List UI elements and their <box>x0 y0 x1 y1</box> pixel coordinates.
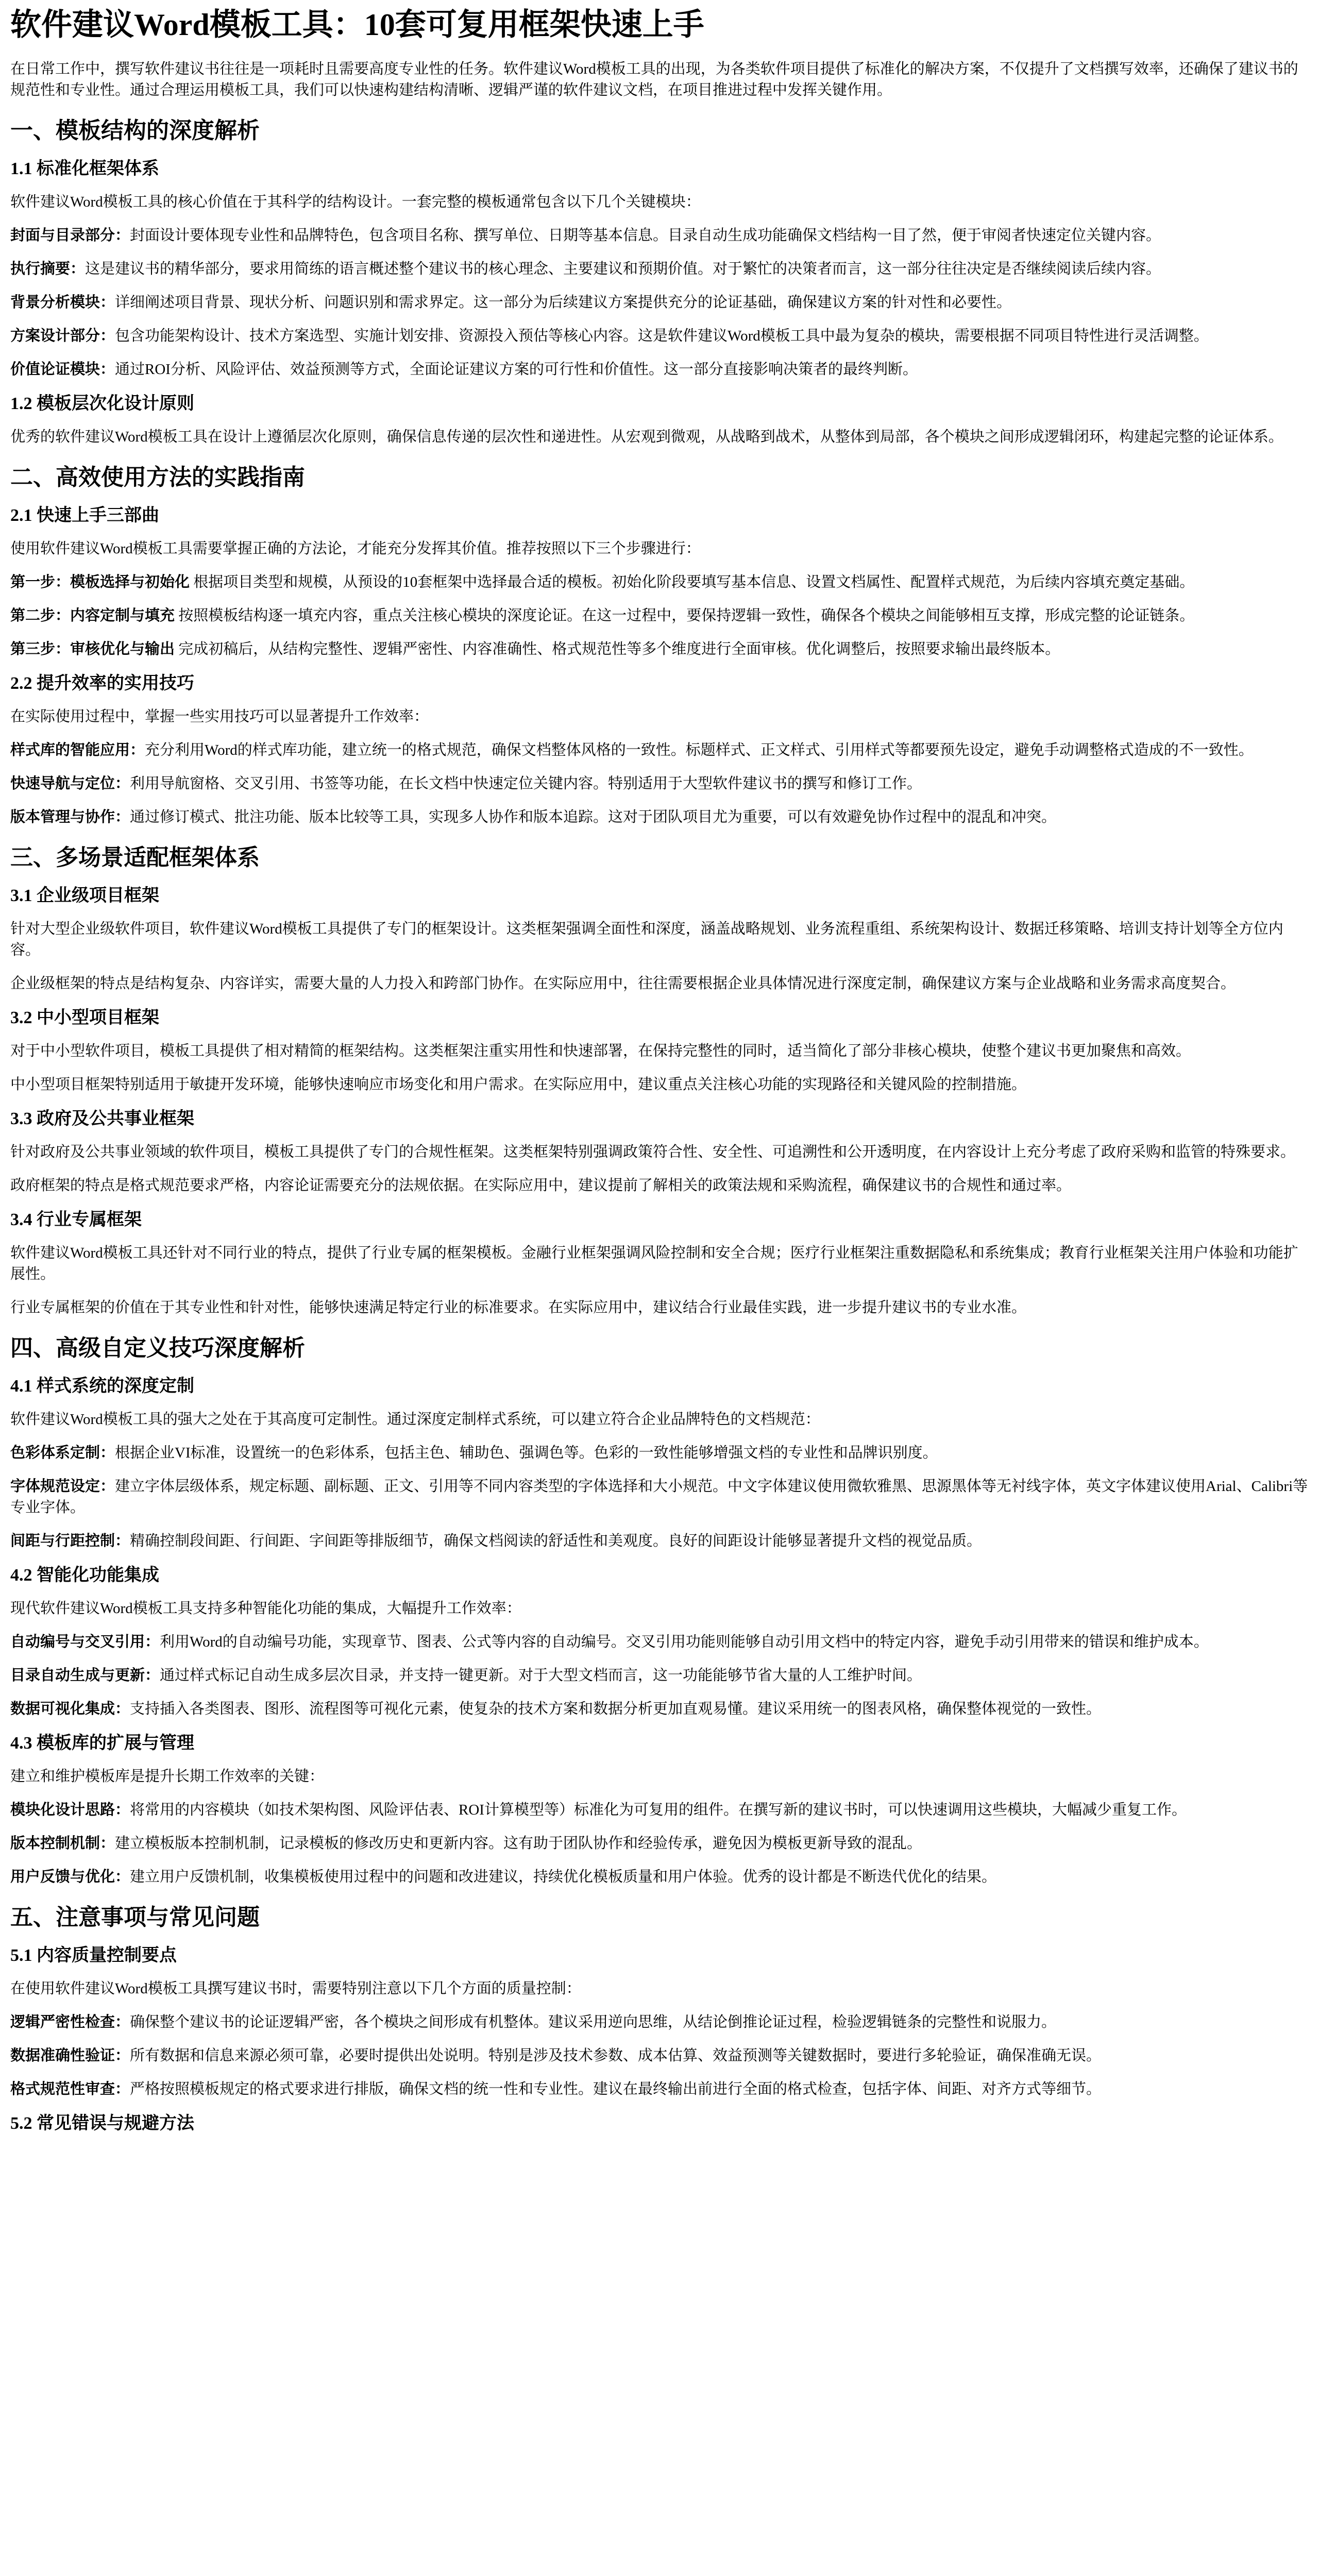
paragraph-text: 完成初稿后，从结构完整性、逻辑严密性、内容准确性、格式规范性等多个维度进行全面审核。优化调整后，按照要求输出最终版本。 <box>175 641 1060 657</box>
paragraph: 优秀的软件建议Word模板工具在设计上遵循层次化原则，确保信息传递的层次性和递进性。从宏观到微观，从战略到战术，从整体到局部，各个模块之间形成逻辑闭环，构建起完整的论证体系。 <box>10 429 1283 445</box>
section-heading: 四、高级自定义技巧深度解析 <box>10 1335 305 1361</box>
paragraph: 在使用软件建议Word模板工具撰写建议书时，需要特别注意以下几个方面的质量控制： <box>10 1980 581 1997</box>
paragraph-text: 精确控制段间距、行间距、字间距等排版细节，确保文档阅读的舒适性和美观度。良好的间距设计能够显著提升文档的视觉品质。 <box>130 1533 982 1549</box>
paragraph-text: 按照模板结构逐一填充内容，重点关注核心模块的深度论证。在这一过程中，要保持逻辑一致性，确保各个模块之间能够相互支撑，形成完整的论证链条。 <box>175 607 1195 624</box>
paragraph: 软件建议Word模板工具的核心价值在于其科学的结构设计。一套完整的模板通常包含以下几个关键模块： <box>10 194 701 210</box>
paragraph <box>10 292 1309 313</box>
subsection-heading: 4.3 模板库的扩展与管理 <box>10 1734 194 1753</box>
paragraph-label: 封面与目录部分： <box>10 227 130 244</box>
paragraph-text: 建立模板版本控制机制，记录模板的修改历史和更新内容。这有助于团队协作和经验传承，避免因为模板更新导致的混乱。 <box>115 1835 922 1852</box>
paragraph-label: 执行摘要： <box>10 261 86 277</box>
section-heading: 二、高效使用方法的实践指南 <box>10 465 305 490</box>
paragraph <box>10 2079 1309 2100</box>
subsection-heading: 3.2 中小型项目框架 <box>10 1008 159 1027</box>
subsection-heading: 5.1 内容质量控制要点 <box>10 1946 177 1965</box>
paragraph-label: 第一步：模板选择与初始化 <box>10 574 190 590</box>
paragraph <box>10 259 1309 280</box>
paragraph: 建立和维护模板库是提升长期工作效率的关键： <box>10 1768 325 1785</box>
subsection-heading: 4.2 智能化功能集成 <box>10 1566 159 1585</box>
paragraph: 针对政府及公共事业领域的软件项目，模板工具提供了专门的合规性框架。这类框架特别强调政策符合性、安全性、可追溯性和公开透明度，在内容设计上充分考虑了政府采购和监管的特殊要求。 <box>10 1144 1296 1160</box>
paragraph <box>10 2012 1309 2033</box>
paragraph <box>10 1443 1309 1464</box>
section-heading: 五、注意事项与常见问题 <box>10 1905 260 1930</box>
paragraph <box>10 225 1309 246</box>
paragraph-text: 严格按照模板规定的格式要求进行排版，确保文档的统一性和专业性。建议在最终输出前进行全面的格式检查，包括字体、间距、对齐方式等细节。 <box>130 2081 1102 2097</box>
page-title: 软件建议Word模板工具：10套可复用框架快速上手 <box>10 8 704 42</box>
section-heading: 一、模板结构的深度解析 <box>10 118 260 143</box>
paragraph <box>10 1476 1309 1518</box>
paragraph-text: 确保整个建议书的论证逻辑严密，各个模块之间形成有机整体。建议采用逆向思维，从结论倒推论证过程，检验逻辑链条的完整性和说服力。 <box>130 2014 1057 2030</box>
paragraph-label: 数据可视化集成： <box>10 1701 130 1717</box>
subsection-heading: 2.2 提升效率的实用技巧 <box>10 674 194 693</box>
paragraph-text: 包含功能架构设计、技术方案选型、实施计划安排、资源投入预估等核心内容。这是软件建议Word模板工具中最为复杂的模块，需要根据不同项目特性进行灵活调整。 <box>115 328 1209 344</box>
paragraph: 对于中小型软件项目，模板工具提供了相对精简的框架结构。这类框架注重实用性和快速部署，在保持完整性的同时，适当简化了部分非核心模块，使整个建议书更加聚焦和高效。 <box>10 1043 1191 1059</box>
paragraph-text: 建立字体层级体系，规定标题、副标题、正文、引用等不同内容类型的字体选择和大小规范。中文字体建议使用微软雅黑、思源黑体等无衬线字体，英文字体建议使用Arial、Calibri等专业字体。 <box>10 1478 1308 1516</box>
paragraph-label: 模块化设计思路： <box>10 1802 130 1818</box>
paragraph: 中小型项目框架特别适用于敏捷开发环境，能够快速响应市场变化和用户需求。在实际应用中，建议重点关注核心功能的实现路径和关键风险的控制措施。 <box>10 1076 1027 1093</box>
paragraph: 在实际使用过程中，掌握一些实用技巧可以显著提升工作效率： <box>10 708 429 725</box>
paragraph-label: 快速导航与定位： <box>10 775 130 792</box>
paragraph <box>10 1833 1309 1854</box>
paragraph-text: 通过修订模式、批注功能、版本比较等工具，实现多人协作和版本追踪。这对于团队项目尤为重要，可以有效避免协作过程中的混乱和冲突。 <box>130 809 1057 825</box>
paragraph <box>10 740 1309 761</box>
paragraph-text: 根据项目类型和规模，从预设的10套框架中选择最合适的模板。初始化阶段要填写基本信息、设置文档属性、配置样式规范，为后续内容填充奠定基础。 <box>190 574 1195 590</box>
subsection-heading: 1.1 标准化框架体系 <box>10 159 159 178</box>
paragraph <box>10 1800 1309 1821</box>
paragraph-label: 数据准确性验证： <box>10 2047 130 2064</box>
paragraph-text: 通过样式标记自动生成多层次目录，并支持一键更新。对于大型文档而言，这一功能能够节省大量的人工维护时间。 <box>160 1667 922 1684</box>
section-heading: 三、多场景适配框架体系 <box>10 845 260 870</box>
paragraph-label: 格式规范性审查： <box>10 2081 130 2097</box>
paragraph <box>10 1531 1309 1552</box>
paragraph-label: 逻辑严密性检查： <box>10 2014 130 2030</box>
paragraph: 政府框架的特点是格式规范要求严格，内容论证需要充分的法规依据。在实际应用中，建议提前了解相关的政策法规和采购流程，确保建议书的合规性和通过率。 <box>10 1177 1072 1194</box>
paragraph: 针对大型企业级软件项目，软件建议Word模板工具提供了专门的框架设计。这类框架强调全面性和深度，涵盖战略规划、业务流程重组、系统架构设计、数据迁移策略、培训支持计划等全方位内容。 <box>10 921 1283 958</box>
paragraph-text: 详细阐述项目背景、现状分析、问题识别和需求界定。这一部分为后续建议方案提供充分的论证基础，确保建议方案的针对性和必要性。 <box>115 294 1012 311</box>
paragraph-label: 第二步：内容定制与填充 <box>10 607 175 624</box>
paragraph-text: 所有数据和信息来源必须可靠，必要时提供出处说明。特别是涉及技术参数、成本估算、效益预测等关键数据时，要进行多轮验证，确保准确无误。 <box>130 2047 1102 2064</box>
paragraph <box>10 572 1309 593</box>
paragraph: 软件建议Word模板工具还针对不同行业的特点，提供了行业专属的框架模板。金融行业框架强调风险控制和安全合规；医疗行业框架注重数据隐私和系统集成；教育行业框架关注用户体验和功能扩展性。 <box>10 1245 1298 1282</box>
paragraph-text: 通过ROI分析、风险评估、效益预测等方式，全面论证建议方案的可行性和价值性。这一部分直接影响决策者的最终判断。 <box>115 361 918 378</box>
paragraph <box>10 807 1309 828</box>
paragraph-label: 间距与行距控制： <box>10 1533 130 1549</box>
paragraph-label: 样式库的智能应用： <box>10 742 145 758</box>
paragraph: 行业专属框架的价值在于其专业性和针对性，能够快速满足特定行业的标准要求。在实际应用中，建议结合行业最佳实践，进一步提升建议书的专业水准。 <box>10 1299 1027 1316</box>
paragraph <box>10 639 1309 660</box>
paragraph: 现代软件建议Word模板工具支持多种智能化功能的集成，大幅提升工作效率： <box>10 1600 521 1617</box>
paragraph-text: 建立用户反馈机制，收集模板使用过程中的问题和改进建议，持续优化模板质量和用户体验。优秀的设计都是不断迭代优化的结果。 <box>130 1869 997 1885</box>
paragraph-label: 自动编号与交叉引用： <box>10 1634 160 1650</box>
subsection-heading: 3.3 政府及公共事业框架 <box>10 1109 194 1128</box>
subsection-heading: 3.4 行业专属框架 <box>10 1210 142 1229</box>
paragraph: 企业级框架的特点是结构复杂、内容详实，需要大量的人力投入和跨部门协作。在实际应用中，往往需要根据企业具体情况进行深度定制，确保建议方案与企业战略和业务需求高度契合。 <box>10 975 1236 992</box>
paragraph <box>10 359 1309 380</box>
paragraph-text: 利用Word的自动编号功能，实现章节、图表、公式等内容的自动编号。交叉引用功能则能够自动引用文档中的特定内容，避免手动引用带来的错误和维护成本。 <box>160 1634 1209 1650</box>
paragraph-label: 版本管理与协作： <box>10 809 130 825</box>
paragraph-label: 色彩体系定制： <box>10 1445 115 1461</box>
paragraph-label: 方案设计部分： <box>10 328 115 344</box>
paragraph: 使用软件建议Word模板工具需要掌握正确的方法论，才能充分发挥其价值。推荐按照以下三个步骤进行： <box>10 540 701 557</box>
paragraph <box>10 326 1309 347</box>
paragraph-label: 背景分析模块： <box>10 294 115 311</box>
paragraph-text: 封面设计要体现专业性和品牌特色，包含项目名称、撰写单位、日期等基本信息。目录自动生成功能确保文档结构一目了然，便于审阅者快速定位关键内容。 <box>130 227 1161 244</box>
paragraph-text: 支持插入各类图表、图形、流程图等可视化元素，使复杂的技术方案和数据分析更加直观易懂。建议采用统一的图表风格，确保整体视觉的一致性。 <box>130 1701 1102 1717</box>
paragraph: 软件建议Word模板工具的强大之处在于其高度可定制性。通过深度定制样式系统，可以建立符合企业品牌特色的文档规范： <box>10 1411 820 1428</box>
paragraph-text: 利用导航窗格、交叉引用、书签等功能，在长文档中快速定位关键内容。特别适用于大型软件建议书的撰写和修订工作。 <box>130 775 922 792</box>
paragraph-label: 目录自动生成与更新： <box>10 1667 160 1684</box>
paragraph-text: 将常用的内容模块（如技术架构图、风险评估表、ROI计算模型等）标准化为可复用的组件。在撰写新的建议书时，可以快速调用这些模块，大幅减少重复工作。 <box>130 1802 1187 1818</box>
document-body <box>10 59 1309 2135</box>
paragraph-label: 用户反馈与优化： <box>10 1869 130 1885</box>
paragraph-label: 字体规范设定： <box>10 1478 115 1495</box>
subsection-heading: 1.2 模板层次化设计原则 <box>10 394 194 413</box>
subsection-heading: 5.2 常见错误与规避方法 <box>10 2114 194 2133</box>
paragraph <box>10 605 1309 626</box>
paragraph-text: 充分利用Word的样式库功能，建立统一的格式规范，确保文档整体风格的一致性。标题样式、正文样式、引用样式等都要预先设定，避免手动调整格式造成的不一致性。 <box>145 742 1254 758</box>
paragraph-label: 价值论证模块： <box>10 361 115 378</box>
paragraph-text: 根据企业VI标准，设置统一的色彩体系，包括主色、辅助色、强调色等。色彩的一致性能够增强文档的专业性和品牌识别度。 <box>115 1445 938 1461</box>
paragraph-text: 这是建议书的精华部分，要求用简练的语言概述整个建议书的核心理念、主要建议和预期价值。对于繁忙的决策者而言，这一部分往往决定是否继续阅读后续内容。 <box>85 261 1161 277</box>
paragraph <box>10 2045 1309 2066</box>
subsection-heading: 2.1 快速上手三部曲 <box>10 506 159 525</box>
subsection-heading: 4.1 样式系统的深度定制 <box>10 1377 194 1396</box>
paragraph-label: 第三步：审核优化与输出 <box>10 641 175 657</box>
subsection-heading: 3.1 企业级项目框架 <box>10 886 159 905</box>
paragraph <box>10 1665 1309 1686</box>
paragraph <box>10 1632 1309 1653</box>
paragraph <box>10 1867 1309 1888</box>
paragraph: 在日常工作中，撰写软件建议书往往是一项耗时且需要高度专业性的任务。软件建议Word模板工具的出现，为各类软件项目提供了标准化的解决方案，不仅提升了文档撰写效率，还确保了建议书的规范性和专业性。通过合理运用模板工具，我们可以快速构建结构清晰、逻辑严谨的软件建议文档，在项目推进过程中发挥关键作用。 <box>10 61 1298 98</box>
paragraph <box>10 773 1309 794</box>
paragraph-label: 版本控制机制： <box>10 1835 115 1852</box>
paragraph <box>10 1699 1309 1720</box>
